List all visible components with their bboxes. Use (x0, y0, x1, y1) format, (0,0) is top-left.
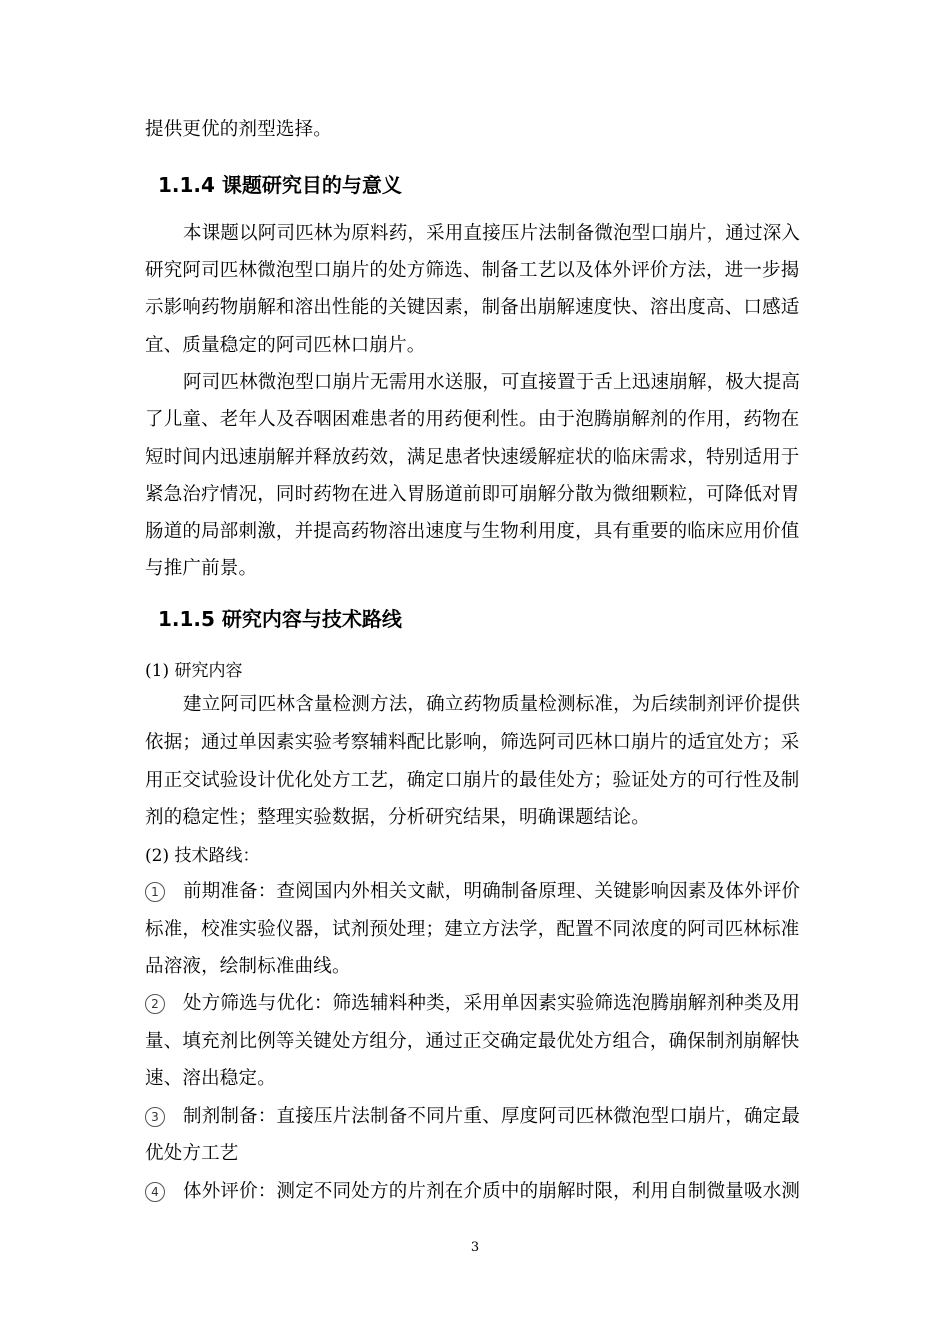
circled-number-2: 2 (145, 994, 165, 1014)
paragraph-line: 研究阿司匹林微泡型口崩片的处方筛选、制备工艺以及体外评价方法，进一步揭 (145, 260, 800, 281)
paragraph-line: 肠道的局部刺激，并提高药物溶出速度与生物利用度，具有重要的临床应用价值 (145, 521, 800, 542)
list-item-line: 品溶液，绘制标准曲线。 (145, 956, 351, 977)
circled-number-1: 1 (145, 882, 165, 902)
paragraph-line: 了儿童、老年人及吞咽困难患者的用药便利性。由于泡腾崩解剂的作用，药物在 (145, 409, 800, 430)
circled-number-3: 3 (145, 1107, 165, 1127)
paragraph-line: 示影响药物崩解和溶出性能的关键因素，制备出崩解速度快、溶出度高、口感适 (145, 297, 800, 318)
section-heading-1-1-5: 1.1.5 研究内容与技术路线 (158, 607, 402, 631)
list-item-line: 标准，校准实验仪器，试剂预处理；建立方法学，配置不同浓度的阿司匹林标准 (145, 919, 800, 940)
paragraph-line: 依据；通过单因素实验考察辅料配比影响，筛选阿司匹林口崩片的适宜处方；采 (145, 732, 800, 753)
list-item-line: 体外评价：测定不同处方的片剂在介质中的崩解时限，利用自制微量吸水测 (183, 1181, 801, 1202)
list-item-line: 处方筛选与优化：筛选辅料种类，采用单因素实验筛选泡腾崩解剂种类及用 (183, 993, 801, 1014)
paragraph-line: 宜、质量稳定的阿司匹林口崩片。 (145, 335, 426, 356)
list-item-line: 优处方工艺 (145, 1143, 239, 1164)
paragraph-line: 本课题以阿司匹林为原料药，采用直接压片法制备微泡型口崩片，通过深入 (183, 223, 801, 244)
paragraph-line: 用正交试验设计优化处方工艺，确定口崩片的最佳处方；验证处方的可行性及制 (145, 770, 800, 791)
paragraph-line: 紧急治疗情况，同时药物在进入胃肠道前即可崩解分散为微细颗粒，可降低对胃 (145, 484, 800, 505)
subheading-research-content: (1) 研究内容 (145, 661, 243, 681)
list-item-line: 量、填充剂比例等关键处方组分，通过正交确定最优处方组合，确保制剂崩解快 (145, 1031, 800, 1052)
paragraph-line: 剂的稳定性；整理实验数据，分析研究结果，明确课题结论。 (145, 807, 650, 828)
list-item-line: 前期准备：查阅国内外相关文献，明确制备原理、关键影响因素及体外评价 (183, 881, 801, 902)
section-heading-1-1-4: 1.1.4 课题研究目的与意义 (158, 173, 402, 197)
subheading-technical-route: (2) 技术路线： (145, 846, 260, 866)
paragraph-line: 建立阿司匹林含量检测方法，确立药物质量检测标准，为后续制剂评价提供 (183, 694, 801, 715)
paragraph-line: 阿司匹林微泡型口崩片无需用水送服，可直接置于舌上迅速崩解，极大提高 (183, 372, 801, 393)
page-number: 3 (470, 1240, 480, 1255)
list-item-line: 速、溶出稳定。 (145, 1068, 276, 1089)
paragraph-line: 提供更优的剂型选择。 (145, 119, 333, 140)
paragraph-line: 短时间内迅速崩解并释放药效，满足患者快速缓解症状的临床需求，特别适用于 (145, 447, 800, 468)
list-item-line: 制剂制备：直接压片法制备不同片重、厚度阿司匹林微泡型口崩片，确定最 (183, 1106, 801, 1127)
circled-number-4: 4 (145, 1182, 165, 1202)
paragraph-line: 与推广前景。 (145, 558, 258, 579)
